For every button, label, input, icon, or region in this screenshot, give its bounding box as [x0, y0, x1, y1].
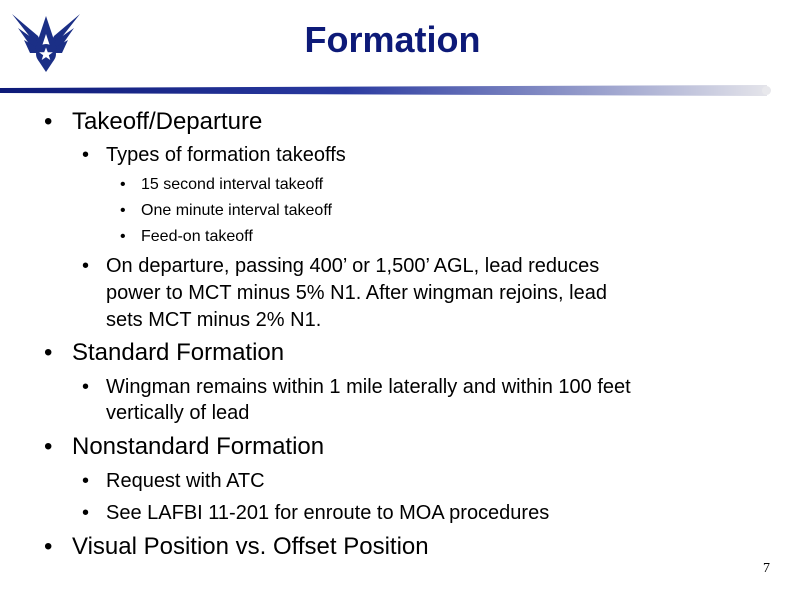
bullet-item-types-of-takeoffs: Types of formation takeoffs	[106, 144, 346, 166]
bullet-glyph: •	[44, 108, 53, 135]
bullet-glyph: •	[120, 176, 126, 193]
bullet-item-15-second-takeoff: 15 second interval takeoff	[141, 176, 324, 193]
page-number: 7	[763, 561, 770, 576]
bullet-glyph: •	[44, 533, 53, 560]
bullet-glyph: •	[82, 502, 90, 524]
bullet-item-on-departure-line-1: On departure, passing 400’ or 1,500’ AGL, lead reduces	[106, 255, 600, 277]
bullet-glyph: •	[120, 202, 126, 219]
bullet-glyph: •	[120, 228, 126, 245]
bullet-item-wingman-line-2: vertically of lead	[106, 402, 250, 424]
title-divider	[0, 85, 767, 96]
bullet-item-on-departure-line-3: sets MCT minus 2% N1.	[106, 309, 322, 331]
air-force-wings-logo-icon	[8, 8, 84, 74]
slide-title: Formation	[304, 19, 481, 60]
bullet-glyph: •	[44, 339, 53, 366]
bullet-item-on-departure-line-2: power to MCT minus 5% N1. After wingman rejoins, lead	[106, 282, 607, 304]
bullet-glyph: •	[82, 376, 90, 398]
bullet-item-see-lafbi: See LAFBI 11-201 for enroute to MOA procedures	[106, 502, 550, 524]
bullet-item-takeoff-departure: Takeoff/Departure	[72, 108, 263, 135]
bullet-item-feed-on-takeoff: Feed-on takeoff	[141, 228, 253, 245]
bullet-item-visual-vs-offset: Visual Position vs. Offset Position	[72, 533, 429, 560]
bullet-glyph: •	[82, 144, 90, 166]
bullet-glyph: •	[82, 255, 90, 277]
bullet-glyph: •	[44, 433, 53, 460]
bullet-item-one-minute-takeoff: One minute interval takeoff	[141, 202, 332, 219]
divider-end-cap	[762, 86, 771, 95]
bullet-item-nonstandard-formation: Nonstandard Formation	[72, 433, 325, 460]
bullet-item-request-with-atc: Request with ATC	[106, 470, 265, 492]
bullet-item-wingman-line-1: Wingman remains within 1 mile laterally and within 100 feet	[106, 376, 631, 398]
bullet-item-standard-formation: Standard Formation	[72, 339, 285, 366]
bullet-glyph: •	[82, 470, 90, 492]
